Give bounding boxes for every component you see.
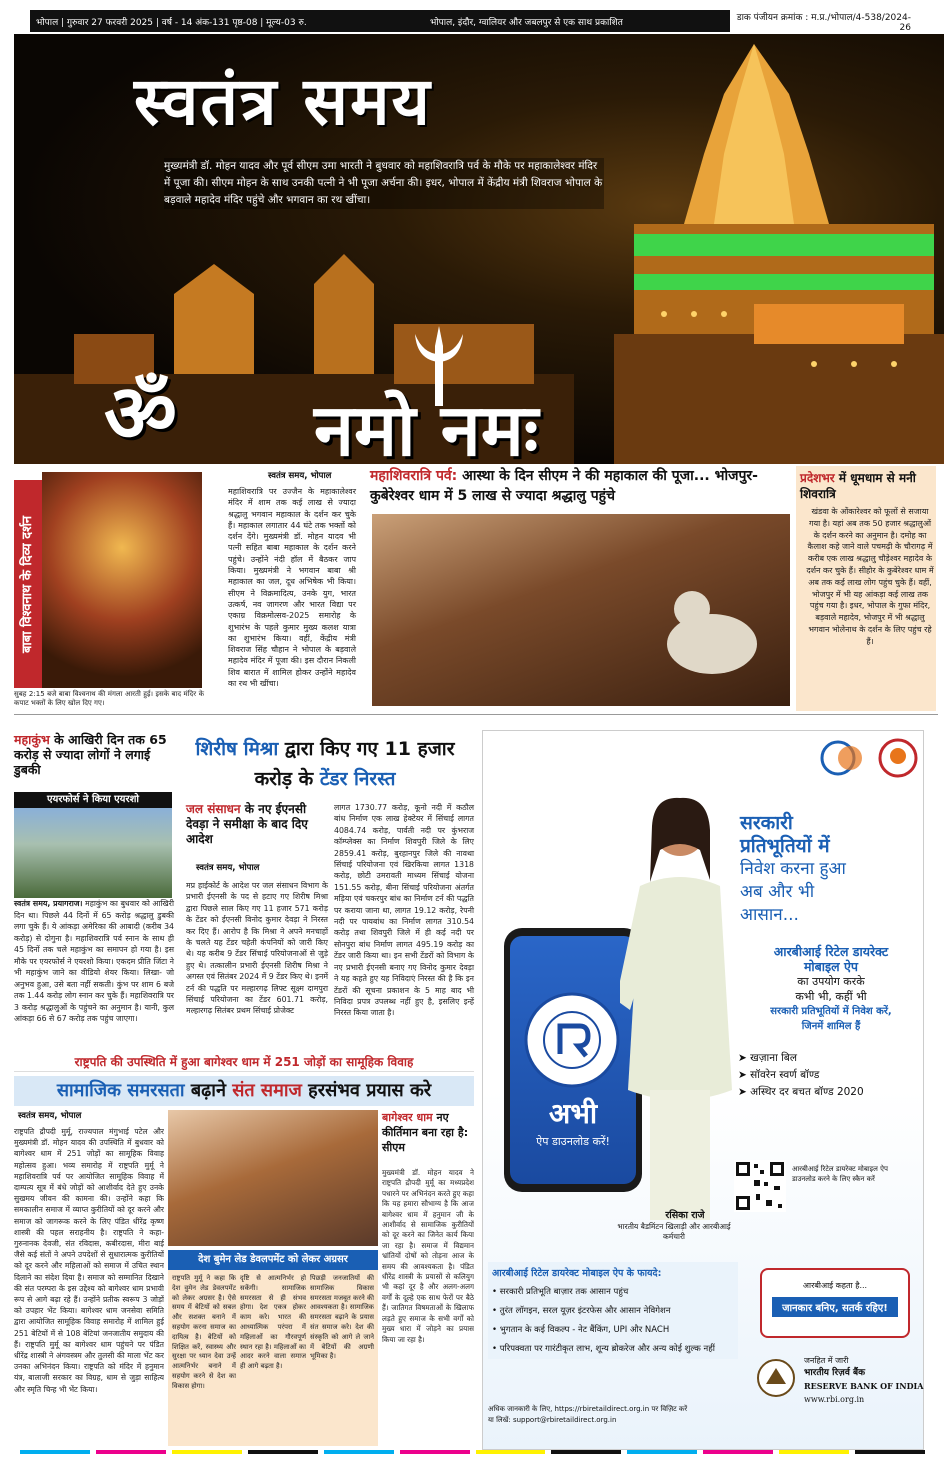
nandi-statue (662, 574, 762, 684)
story4-body-text: महाकुंभ का बुधवार को आखिरी दिन था। पिछले 44 दिनों में 65 करोड़ श्रद्धालु डुबकी लगा चुके हैं। ये आंकड़ा अमेरिका की आबादी (करीब 34 करोड़) से दोगुना है। महाशिवरात्रि पर्व स्नान के साथ ही 45 दिनों तक चले महाकुंभ का समापन हो गया है। इस मौके पर एयरफोर्स ने एयरशो किया। एकदम प्रीति जिंटा ने भी महाकुंभ जाने का वीडियो शेयर किया। लिखा- जो अनुभव हुआ, उसे बता नहीं सकती। कुंभ पर शाम 6 बजे तक 1.44 करोड़ लोग स्नान कर चुके हैं। महाशिवरात्रि पर 3 करोड़ श्रद्धालुओं के पहुंचने का अनुमान है। यानी, कुल आंकड़ा 66 से 67 करोड़ तक पहुंच जाएगा। (14, 899, 174, 1023)
editions-info: भोपाल, इंदौर, ग्वालियर और जबलपुर से एक साथ प्रकाशित (430, 17, 623, 28)
ad-title (740, 812, 920, 927)
ad-benefit-1-text: सरकारी प्रतिभूति बाज़ार तक आसान पहुंच (499, 1287, 629, 1297)
color-registration-strip (20, 1450, 925, 1456)
story3-headline-red: प्रदेशभर (800, 471, 835, 485)
story6-headline-3: संत समाज (232, 1080, 302, 1101)
hero-title: नमो नमः (314, 388, 539, 464)
temple-illustration (574, 34, 944, 464)
ad-footer-2: या लिखें: support@rbiretaildirect.org.in (488, 1416, 617, 1424)
badge-main: जानकार बनिए, सतर्क रहिए! (772, 1297, 898, 1317)
story5-headline-blue2: टेंडर निरस्त (319, 768, 396, 790)
story4-headline-rest: के आखिरी दिन तक 65 करोड़ से ज्यादा लोगों ने लगाई डुबकी (14, 732, 167, 777)
issue-info: भोपाल | गुरुवार 27 फरवरी 2025 | वर्ष - 14 अंक-131 पृष्ठ-08 | मूल्य-03 रु. (36, 17, 307, 28)
ad-item-2: ➤ सॉवरेन स्वर्ण बॉण्ड (738, 1069, 820, 1081)
top-info-bar (30, 10, 915, 32)
story6-strip-col1: राष्ट्रपति मुर्मू ने कहा कि देश वुमेन लेड डेवलपमेंट को लेकर अग्रसर है। ऐसे समय में बेटियों को सबल और सशक्त बनाने में सहयोग करना समाज का दायित्व है। बेटियों को शिक्षित करें, स्वास्थ्य और सुरक्षा पर ध्यान देवा उन्हें आत्मनिर्भर बनाने में सहयोग करने से देश का विकास होगा। (172, 1274, 236, 1390)
story6-headline-2: बढ़ाने (190, 1080, 226, 1101)
ad-benefit-2: • तुरंत लॉगइन, सरल यूज़र इंटरफेस और आसान नेविगेशन (492, 1306, 671, 1316)
story4-body (14, 898, 174, 1025)
ad-app-line2: मोबाइल ऐप (803, 959, 859, 974)
ad-app-line3: का उपयोग करके (797, 975, 865, 988)
cm-puja-photo (372, 514, 790, 706)
story6-banner: राष्ट्रपति की उपस्थिति में हुआ बागेश्वर धाम में 251 जोड़ों का सामूहिक विवाह (14, 1052, 474, 1072)
story2-headline-block (370, 466, 790, 506)
story5-subhead (186, 802, 328, 847)
story1-body: महाशिवरात्रि पर उज्जैन के महाकालेश्वर मंदिर में शाम तक कई लाख से ज्यादा श्रद्धालु भगवान महाकाल के दर्शन कर चुके हैं। महाकाल लगातार 44 घंटे तक भक्तों को दर्शन देंगे। मुख्यमंत्री डॉ. मोहन यादव भी पत्नी सहित बाबा महाकाल के दर्शन करने पहुंचे। उन्होंने नंदी हॉल में बैठकर जाप किया। मुख्यमंत्री ने भगवान बाबा श्री महाकाल का जल, दूध अभिषेक भी किया। सीएम ने विक्रमादित्य, उनके युग, भारत उत्कर्ष, नव जागरण और भारत विद्या पर एकाग्र विक्रमोत्सव-2025 समारोह के शुभारंभ के पहले कुमार मुख्य कलश यात्रा का शुभारंभ किया। वहीं, केंद्रीय मंत्री शिवराज सिंह चौहान ने भोपाल के बड़वाले महादेव मंदिर में पूजा की। इस दौरान निकली शिव बारात में शामिल होकर उन्होंने महादेव का रथ भी खींचा। (228, 487, 356, 689)
story6-body (14, 1126, 164, 1395)
logo-icon (820, 738, 868, 778)
model-desc: भारतीय बैडमिंटन खिलाड़ी और आरबीआई कर्मचारी (617, 1222, 731, 1241)
airshow-photo (14, 808, 172, 898)
ad-app-block (738, 944, 924, 1034)
ad-benefit-3: • भुगतान के कई विकल्प - नेट बैंकिंग, UPI और NACH (492, 1325, 670, 1335)
story6-headline (14, 1076, 474, 1106)
ad-benefits-title: आरबीआई रिटेल डायरेक्ट मोबाइल ऐप के फायदे: (492, 1268, 662, 1279)
ad-title-5: आसान... (740, 905, 799, 925)
ad-item-2-text: सॉवरेन स्वर्ण बॉण्ड (750, 1069, 820, 1081)
ad-benefit-4-text: परिपक्वता पर गारंटीकृत लाभ, शून्य ब्रोकरेज और अन्य कोई शुल्क नहीं (499, 1344, 715, 1354)
story2-kicker: महाशिवरात्रि पर्व: (370, 468, 458, 484)
photo-caption: सुबह 2:15 बजे बाबा विश्वनाथ की मंगला आरती हुई। इसके बाद मंदिर के कपाट भक्तों के लिए खोल दिए गए। (14, 690, 204, 707)
ad-title-2: प्रतिभूतियों में (740, 835, 830, 857)
story3-headline-rest: में धूमधाम से मनी शिवरात्रि (800, 471, 916, 501)
ad-benefit-1: • सरकारी प्रतिभूति बाज़ार तक आसान पहुंच (492, 1287, 629, 1297)
story6-side-rest: नए कीर्तिमान बना रहा है: सीएम (382, 1111, 469, 1154)
badge-top: आरबीआई कहता है... (802, 1281, 868, 1290)
ad-title-4: अब और भी (740, 882, 815, 902)
story3-body: खंडवा के ओंकारेश्वर को फूलों से सजाया गया है। यहां अब तक 50 हजार श्रद्धालुओं के दर्शन करने का अनुमान है। दमोह का कैलाश कहे जाने वाले पचमढ़ी के चौरागढ़ में करीब एक लाख श्रद्धालु चौड़ेश्वर महादेव के दर्शन कर चुके हैं। सीहोर के कुबेरेश्वर धाम में अब तक कई लाख लोग पहुंच चुके हैं। वहीं, भोजपुर में भी यह आंकड़ा कई लाख तक पहुंच गया है। इधर, भोपाल के गुफा मंदिर, बड़वाले महादेव, भोजपुर में भी श्रद्धालु भगवान भोलेनाथ के दर्शन के लिए पहुंच रहे हैं। (806, 507, 934, 646)
story5-subhead-rest: के नए ईएनसी देवड़ा ने समीक्षा के बाद दिए आदेश (186, 802, 308, 846)
ad-app-line4: कभी भी, कहीं भी (795, 990, 867, 1003)
story5-headline-2: द्वारा किए गए 11 (284, 738, 411, 760)
divider (14, 714, 938, 715)
issuer-block (804, 1354, 924, 1406)
ad-item-3-text: अस्थिर दर बचत बॉण्ड 2020 (750, 1086, 864, 1098)
airshow-label: एयरफोर्स ने किया एयरशो (14, 792, 172, 808)
phone-cta-main: अभी (548, 1097, 598, 1130)
ad-app-line6: जिनमें शामिल हैं (801, 1021, 861, 1032)
story6-byline: स्वतंत्र समय, भोपाल (18, 1111, 82, 1121)
story5-subhead-red: जल संसाधन (186, 802, 241, 816)
qr-text: आरबीआई रिटेल डायरेक्ट मोबाइल ऐप डाउनलोड करने के लिए स्कैन करें (792, 1165, 888, 1183)
alert-badge (760, 1268, 910, 1338)
issuer-english: RESERVE BANK OF INDIA (804, 1381, 924, 1391)
ad-benefits-list (492, 1283, 734, 1355)
marriage-ceremony-photo (168, 1110, 378, 1246)
ad-footer-1: अधिक जानकारी के लिए, https://rbiretaildirect.org.in पर विज़िट करें (488, 1405, 688, 1413)
phone-cta-sub: ऐप डाउनलोड करें! (536, 1135, 610, 1148)
story6-strip-col3: पिछड़ी जनजातियों की सामाजिक विकास समरसता मजबूत करने की आवश्यकता है। सामाजिक समरसता बढ़ाने के प्रयास संत समाज करे। देश की संस्कृति को आगे ले जाने में बेटियों की अग्रणी भूमिका है। (310, 1274, 374, 1361)
story4-byline: स्वतंत्र समय, प्रयागराज। (14, 899, 83, 908)
story5-body2: लागत 1730.77 करोड़, कूनो नदी में कठौल बांध निर्माण एक लाख हेक्टेयर में सिंचाई लागत 4084.74 करोड़, पार्वती नदी पर कुंभराज कॉम्प्लेक्स का निर्माण शिवपुरी जिले के लिए 2859.41 करोड़, बुरहानपुर जिले की नावथा सिंचाई परियोजना एवं खिरकिया लागत 1318 करोड़, छोटी उमरावती माध्यम सिंचाई योजना 151.55 करोड़, बीना सिंचाई परियोजना अंतर्गत मड़िया एवं चकरपुर बांध का निर्माण टर्न की पद्धति पर कराया जाना था, लागत 19.12 करोड़, रेपनी नदी पर पायबांध का निर्माण लागत 310.54 करोड़ तथा शिवपुरी जिले में ही कई नदी पर सोनपुरा बांध निर्माण लागत 495.19 करोड़ का टेंडर जारी किया था। इन सभी टेंडरों को विभाग के नए प्रभारी ईएनसी बनाए गए विनोद कुमार देवड़ा ने यह कहते हुए यह निविदाएं निरस्त की है कि इन टेंडरों की सूचना प्रकाशन के 5 माह बाद भी निविदा प्रपत्र उपलब्ध नहीं हुए है, इसलिए इन्हें निरस्त किया जाता है। (334, 803, 474, 1018)
model-name: रसिका राजे (665, 1210, 705, 1221)
story5-byline: स्वतंत्र समय, भोपाल (196, 863, 260, 873)
ad-item-1: ➤ खज़ाना बिल (738, 1052, 797, 1064)
story6-side-red: बागेश्वर धाम (382, 1111, 433, 1124)
story6-side-headline (382, 1110, 476, 1155)
issuer-url[interactable]: www.rbi.org.in (804, 1395, 865, 1404)
rbi-seal-icon (522, 990, 622, 1090)
hero-caption: मुख्यमंत्री डॉ. मोहन यादव और पूर्व सीएम उमा भारती ने बुधवार को महाशिवरात्रि पर्व के मौके पर महाकालेश्वर मंदिर में पूजा की। सीएम मोहन के साथ उनकी पत्नी ने भी पूजा अर्चना की। इधर, भोपाल में केंद्रीय मंत्री शिवराज भोपाल के बड़वाले महादेव मंदिर पहुंचे और भगवान का रथ खींचा। (164, 158, 604, 209)
ad-app-line1: आरबीआई रिटेल डायरेक्ट (773, 944, 889, 959)
story6-strip-col2: दृष्टि से आत्मनिर्भर हो सकेंगी। सामाजिक समरसता से ही संभव होगा। देश एकत्र होकर काम करे। भारत की आध्यात्मिक परंपरा में महिलाओं का गौरवपूर्ण स्थान रहा है। महिलाओं का आदर करने वाला समाज ही आगे बढ़ता है। (240, 1274, 306, 1371)
story6-side-body: मुख्यमंत्री डॉ. मोहन यादव ने राष्ट्रपति द्रौपदी मुर्मू का मध्यप्रदेश पधारने पर अभिनंदन करते हुए कहा कि यह हमारा सौभाग्य है कि आज बागेश्वर धाम में हनुमान जी के आशीर्वाद से सामाजिक कुरीतियों को दूर करने का जिनेत कार्य किया जा रहा है। समाज में विद्यमान भ्रांतियों दोषों को तोड़ना आज के समय की आवश्यकता है। पंडित धीरेंद्र शास्त्री के प्रयासों से कलियुग भी कहां दूर है और अलग-अलग वर्गों के दूल्हे एक साथ फेरों पर बैठे हैं। जातिगत विषमताओं के खिलाफ लड़ते हुए समाज के सभी वर्गों को मुख्य धारा में जोड़ने का प्रयास किया जा रहा है। (382, 1168, 474, 1344)
story5-body1: मप्र हाईकोर्ट के आदेश पर जल संसाधन विभाग के प्रभारी ईएनसी के पद से हटाए गए शिरीष मिश्रा द्वारा पिछले साल किए गए 11 हजार 571 करोड़ के टेंडर को ईएनसी विनोद कुमार देवड़ा ने निरस्त कर दिए हैं। आरोप है कि मिश्रा ने अपने मनचाहों के चलते यह टेंडर चहेती कंपनियों को जारी किए थे। यह करीब 9 टेंडर सिंचाई परियोजनाओं से जुड़े हुए थे। तत्कालीन प्रभारी ईएनसी शिरीष मिश्रा ने अगस्त एवं सितंबर 2024 में 9 टेंडर किए थे। इनमें टर्न की पद्धति पर मल्हारगढ़ लिफ्ट सूक्ष्म दामपुरा सिंचाई परियोजना का टेंडर 601.71 करोड़, मल्हारगढ़ सितंबर प्रथम सिंचाई प्रोजेक्ट (186, 881, 328, 1016)
baba-vishwanath-photo (42, 472, 202, 688)
om-symbol: ॐ (104, 367, 177, 460)
ad-item-1-text: खज़ाना बिल (750, 1052, 797, 1064)
rbi-emblem-icon (756, 1358, 796, 1398)
model-photo (620, 790, 738, 1222)
issuer-hindi: भारतीय रिज़र्व बैंक (804, 1368, 866, 1378)
story5-headline-blue1: शिरीष मिश्रा (195, 738, 279, 760)
qr-code[interactable] (734, 1160, 786, 1212)
ad-title-1: सरकारी (740, 812, 793, 834)
story5-headline-3: हजार करोड़ के (254, 738, 455, 790)
postal-registration: डाक पंजीयन क्रमांक : म.प्र./भोपाल/4-538/2024-26 (730, 10, 915, 32)
masthead: स्वतंत्र समय (134, 62, 432, 140)
ad-benefit-4: • परिपक्वता पर गारंटीकृत लाभ, शून्य ब्रोकरेज और अन्य कोई शुल्क नहीं (492, 1344, 715, 1354)
story3-headline (800, 470, 932, 502)
ad-items-list (738, 1050, 918, 1101)
story6-headline-4: हरसंभव प्रयास करे (308, 1080, 432, 1101)
story4-headline-red: महाकुंभ (14, 732, 50, 747)
vertical-label: बाबा विश्वनाथ के दिव्य दर्शन (14, 480, 42, 688)
story6-body-text-1: राष्ट्रपति द्रौपदी मुर्मू, राज्यपाल मंगुभाई पटेल और मुख्यमंत्री डॉ. मोहन यादव की उपस्थिति में बुधवार को बागेश्वर धाम में 251 जोड़ों का सामूहिक विवाह महोत्सव हुआ। भव्य समारोह में राष्ट्रपति मुर्मू ने महाशिवरात्रि पर्व पर आयोजित सामूहिक विवाह में दाम्पत्य सूत्र में बंधे जोड़ों को आशीर्वाद देते हुए उनके सुखमय जीवन की कामना की। उन्होंने कहा कि समकालीन समाज में व्याप्त कुरीतियों को दूर करने और समाज को जागरूक करने के लिए पंडित धीरेंद्र कृष्ण शास्त्री की पहल सराहनीय है। (14, 1127, 164, 1237)
hero-section (14, 34, 944, 464)
issuer-prefix: जनहित में जारी (804, 1356, 849, 1365)
story6-headline-1: सामाजिक समरसता (56, 1080, 185, 1101)
ad-app-line5: सरकारी प्रतिभूतियों में निवेश करें, (770, 1006, 892, 1017)
ad-benefit-3-text: भुगतान के कई विकल्प - नेट बैंकिंग, UPI और NACH (499, 1325, 670, 1335)
story2-headline: आस्था के दिन सीएम ने की महाकाल की पूजा... भोजपुर-कुबेरेश्वर धाम में 5 लाख से ज्यादा श्रद्धालु पहुंचे (370, 468, 758, 504)
ad-benefits (488, 1262, 738, 1359)
ad-benefit-2-text: तुरंत लॉगइन, सरल यूज़र इंटरफेस और आसान नेविगेशन (499, 1306, 671, 1316)
mascot-icon (878, 738, 918, 778)
story6-strip-title: देश बुमेन लेड डेवलपमेंट को लेकर अग्रसर (168, 1250, 378, 1270)
ad-title-3: निवेश करना हुआ (740, 859, 846, 879)
story1-byline: स्वतंत्र समय, भोपाल (268, 471, 332, 481)
ad-item-3: ➤ अस्थिर दर बचत बॉण्ड 2020 (738, 1086, 864, 1098)
story4-headline (14, 732, 174, 777)
ad-footer (488, 1404, 738, 1426)
story6-body-text-2: राष्ट्रपति ने कहा-गुरुनानक देवजी, संत रविदास, कबीरदास, मीरा बाई जैसे कई संतों ने अपने उपदेशों से सुधारात्मक कुरीतियों को दूर करने और महिलाओं को समाज में उचित स्थान दिलाने का संदेश दिया है। समाज को सम्मानित दिखाने की संत परम्परा के इस उद्देश्य को बागेश्वर धाम प्रभावी रूप से आगे बढ़ा रहे हैं। उन्होंने प्रतीक स्वरूप 3 जोड़ों को उपहार भेंट किया। बागेश्वर धाम जनसेवा समिति द्वारा आयोजित सामूहिक विवाह समारोह में शामिल हुई 251 बेटियों में से 108 बेटियां जनजातीय समुदाय की हैं। राष्ट्रपति मुर्मू का बागेश्वर धाम पहुंचने पर पंडित धीरेंद्र शास्त्री ने अंगवस्त्रम और तुलसी की माला भेंट कर उनका अभिनंदन किया। राष्ट्रपति को मंदिर में हनुमान यंत्र, बालाजी सरकार का विग्रह, धाम से जुड़ा साहित्य और स्मृति चिन्ह भी भेंट किया। (14, 1227, 164, 1394)
story5-headline (180, 734, 470, 794)
